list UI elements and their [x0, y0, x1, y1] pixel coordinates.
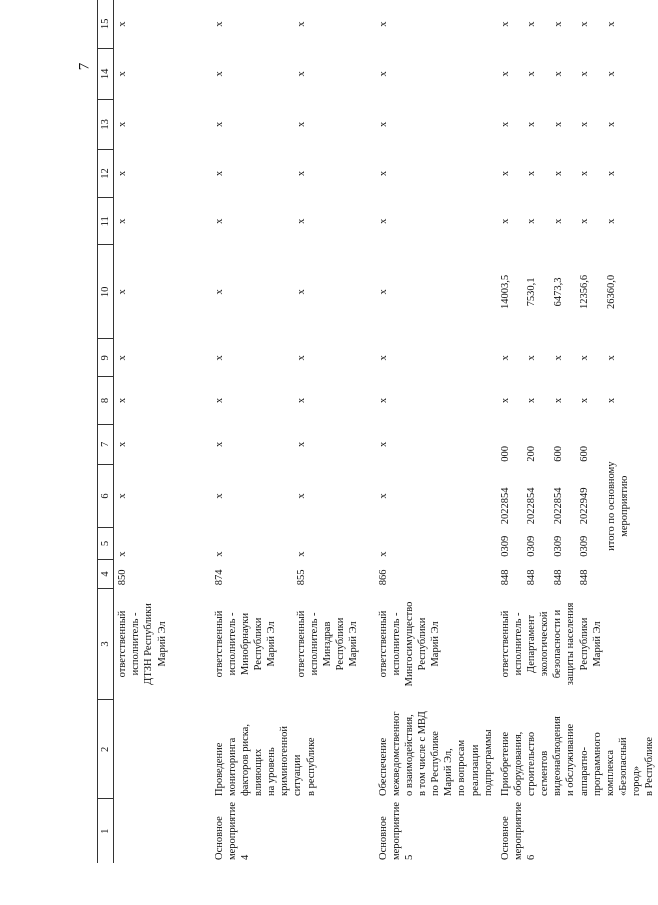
cell: 0309 — [552, 535, 564, 557]
cell: х — [213, 218, 225, 224]
activity-description: Проведение мониторинга факторов риска, влияющих на уровень криминогенной ситуации в республике — [213, 724, 317, 796]
table-row — [114, 0, 211, 863]
cell: х — [526, 218, 538, 224]
cell: х — [552, 170, 564, 177]
activity-description: Обеспечение межведомственног о взаимодействия, в том числе с МВД по Республике Марий Эл, по вопросам реализации подпрограммы — [377, 711, 494, 796]
cell: х — [526, 170, 538, 177]
cell: х — [552, 21, 564, 27]
cell: х — [499, 71, 511, 77]
cell: х — [377, 441, 389, 448]
activity-description — [114, 700, 211, 799]
total-amount: 26360,0 — [605, 274, 617, 309]
cell: х — [579, 71, 591, 77]
col-num: 1 — [98, 799, 114, 863]
activity-name: Основное мероприятие 5 — [377, 802, 415, 860]
cell: х — [605, 170, 617, 177]
cell: х — [213, 397, 225, 404]
cell: х — [295, 397, 307, 404]
cell: 874 — [213, 569, 225, 586]
responsible-executor: ответственный исполнитель - Минздрав Республики Марий Эл — [295, 610, 360, 678]
cell: 2022854 — [499, 487, 511, 525]
amount-cell: 12356,6 — [579, 274, 591, 309]
cell: х — [213, 121, 225, 127]
program-activities-table — [97, 0, 658, 863]
cell: х — [605, 355, 617, 361]
activity-name — [114, 799, 211, 863]
cell: х — [295, 121, 307, 127]
cell: х — [377, 551, 389, 557]
cell: 2022854 — [526, 487, 538, 525]
cell: х — [213, 355, 225, 361]
col-num: 5 — [98, 527, 114, 560]
cell: 200 — [526, 445, 538, 462]
amount-cell: 6473,3 — [552, 277, 564, 307]
cell: х — [295, 289, 307, 295]
cell: х — [526, 71, 538, 77]
cell: х — [295, 218, 307, 224]
cell: 866 — [377, 569, 389, 586]
cell: х — [117, 493, 129, 499]
cell: х — [605, 21, 617, 27]
cell: х — [213, 170, 225, 177]
cell: х — [499, 170, 511, 177]
cell: х — [579, 397, 591, 404]
col-num: 6 — [98, 465, 114, 528]
cell: х — [499, 218, 511, 224]
cell: х — [117, 21, 129, 27]
cell: х — [377, 355, 389, 361]
cell: х — [213, 71, 225, 77]
table-row — [497, 0, 523, 863]
responsible-executor: ответственный исполнитель - Минобрнауки Республики Марий Эл — [213, 610, 278, 678]
cell: х — [377, 21, 389, 27]
cell: х — [377, 289, 389, 295]
cell: 0309 — [526, 535, 538, 557]
cell: 0309 — [499, 535, 511, 557]
cell: х — [605, 71, 617, 77]
cell: х — [377, 218, 389, 224]
activity-name: Основное мероприятие 6 — [499, 802, 537, 860]
cell: х — [377, 170, 389, 177]
cell: 2022949 — [579, 487, 591, 525]
cell: х — [552, 121, 564, 127]
cell: х — [579, 218, 591, 224]
cell: х — [526, 21, 538, 27]
cell: х — [295, 170, 307, 177]
responsible-executor: ответственный исполнитель - ДТЗН Республики Марий Эл — [117, 603, 168, 685]
col-num: 13 — [98, 99, 114, 149]
cell: х — [605, 121, 617, 127]
column-number-row — [98, 0, 114, 863]
cell: х — [295, 441, 307, 448]
cell: х — [213, 441, 225, 448]
col-num: 4 — [98, 560, 114, 588]
cell: 848 — [526, 569, 538, 586]
cell: 850 — [117, 569, 129, 586]
col-num: 12 — [98, 149, 114, 197]
col-num: 2 — [98, 700, 114, 799]
cell: х — [295, 71, 307, 77]
activity-name: Основное мероприятие 4 — [213, 802, 251, 860]
cell: х — [117, 551, 129, 557]
cell: 600 — [552, 445, 564, 462]
col-num: 8 — [98, 377, 114, 424]
cell: х — [579, 170, 591, 177]
col-num: 14 — [98, 48, 114, 99]
cell: х — [117, 441, 129, 448]
cell: х — [605, 397, 617, 404]
cell: х — [526, 355, 538, 361]
cell: х — [213, 289, 225, 295]
cell: х — [117, 397, 129, 404]
cell: 855 — [295, 569, 307, 586]
responsible-executor: ответственный исполнитель - Мингосимущество Республики Марий Эл — [377, 601, 442, 687]
cell: 600 — [579, 445, 591, 462]
col-num: 7 — [98, 424, 114, 465]
cell: х — [117, 121, 129, 127]
cell: х — [213, 551, 225, 557]
cell: х — [213, 493, 225, 499]
table-row — [375, 0, 497, 863]
cell: х — [552, 218, 564, 224]
cell: х — [213, 21, 225, 27]
cell: х — [295, 551, 307, 557]
col-num: 3 — [98, 588, 114, 699]
col-num: 9 — [98, 339, 114, 377]
cell: х — [377, 121, 389, 127]
activity-name — [293, 799, 375, 863]
cell: х — [552, 71, 564, 77]
cell: х — [117, 71, 129, 77]
cell: х — [579, 355, 591, 361]
cell: 000 — [499, 445, 511, 462]
cell: х — [295, 355, 307, 361]
responsible-executor: ответственный исполнитель - Департамент экологической безопасности и защиты населения Республики Марий Эл — [499, 602, 603, 686]
activity-description: Приобретение оборудования, строительство сегментов видеонаблюдения и обслуживание аппаратно- программного комплекса «Безопасный город» в Республике — [499, 716, 656, 796]
cell: х — [117, 218, 129, 224]
cell: 848 — [579, 569, 591, 586]
cell: х — [579, 21, 591, 27]
cell: х — [499, 21, 511, 27]
cell: х — [579, 121, 591, 127]
cell: х — [499, 355, 511, 361]
cell: х — [117, 355, 129, 361]
cell: 0309 — [579, 535, 591, 557]
amount-cell: 14003,5 — [499, 274, 511, 309]
cell: х — [499, 121, 511, 127]
cell: х — [377, 397, 389, 404]
cell: х — [552, 397, 564, 404]
cell: х — [117, 289, 129, 295]
cell: 848 — [499, 569, 511, 586]
cell: х — [499, 397, 511, 404]
table-row — [211, 0, 293, 863]
cell: х — [526, 121, 538, 127]
cell: 2022854 — [552, 487, 564, 525]
cell: х — [605, 218, 617, 224]
amount-cell: 7530,1 — [526, 277, 538, 307]
cell: х — [295, 493, 307, 499]
cell: х — [377, 71, 389, 77]
cell: х — [552, 355, 564, 361]
cell: х — [526, 397, 538, 404]
col-num: 11 — [98, 198, 114, 245]
cell: 848 — [552, 569, 564, 586]
page-number: 7 — [76, 62, 93, 71]
cell: х — [117, 170, 129, 177]
col-num: 15 — [98, 0, 114, 48]
col-num: 10 — [98, 245, 114, 339]
cell: х — [295, 21, 307, 27]
cell: х — [377, 493, 389, 499]
total-label: итого по основному мероприятию — [605, 461, 630, 551]
